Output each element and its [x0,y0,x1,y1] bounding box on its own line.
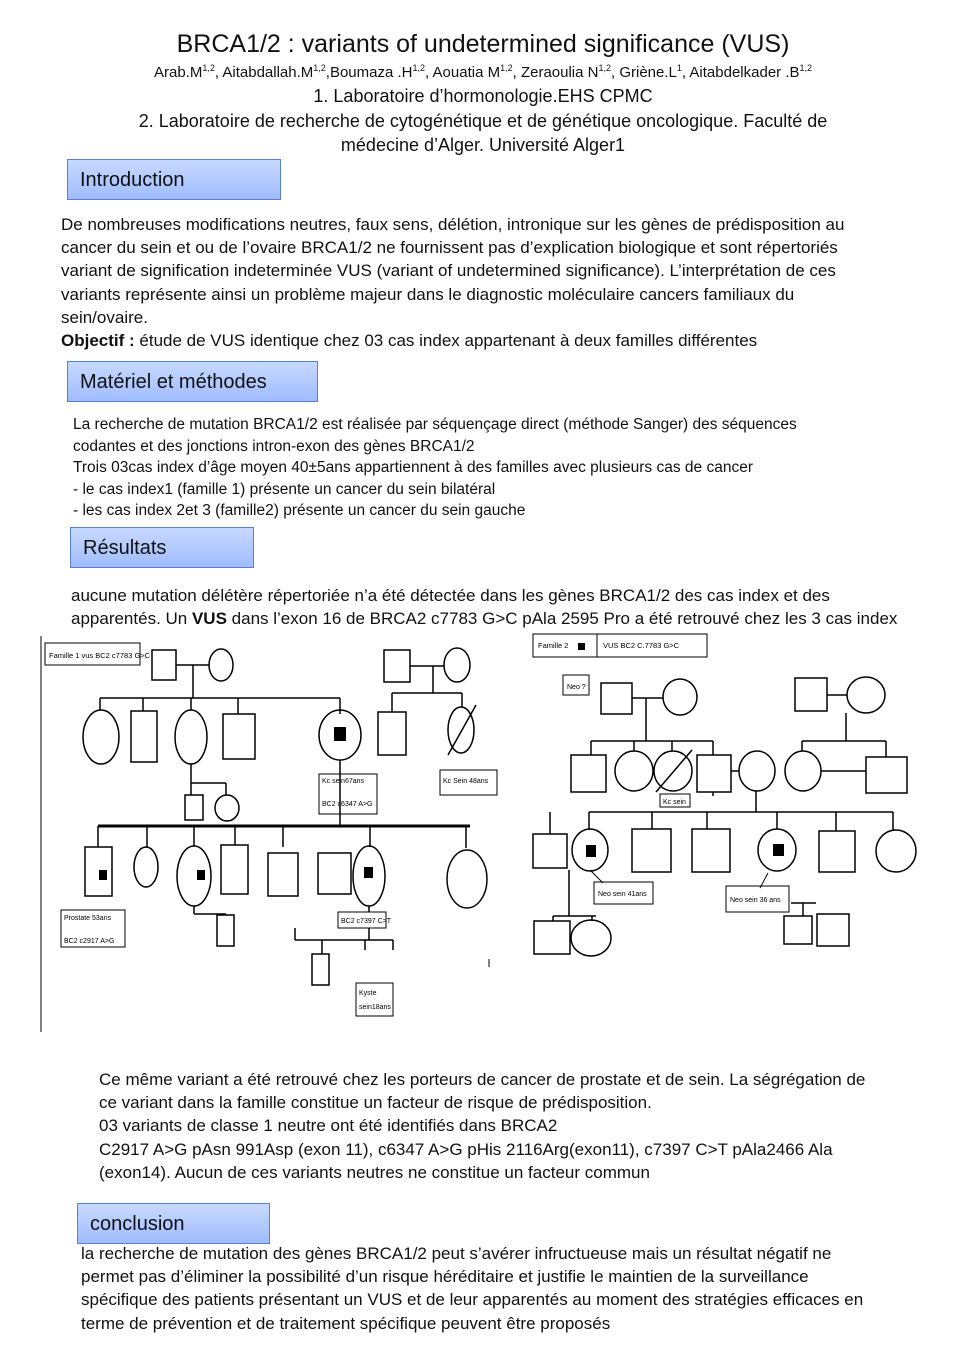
female-symbol [785,751,821,791]
author: Zeraoulia N [520,64,599,81]
female-deceased-symbol [448,707,474,753]
female-symbol [876,830,916,872]
female-symbol [215,795,239,821]
male-symbol [223,714,255,759]
male-symbol [784,916,812,944]
pedigree-svg [40,632,930,1032]
author-list: $Arab.M^{1,2}$, $Aitabdallah.M^{1,2},Boumaza$ $.H^{1,2}$, Aouatia M$^{1,2}$, Zeraoulia N$^{1,2}$, $Griène.L^1$, Aitabdelkader $.B^{1,2}$ [153,63,813,81]
female-symbol [847,677,885,713]
affiliation-2-line-1: 2. Laboratoire de recherche de cytogénétique et de génétique oncologique. Faculté de [138,111,828,131]
svg-text:Kyste: Kyste [359,990,377,997]
male-symbol [378,712,406,755]
female-symbol [663,679,697,715]
svg-text:BC2 c6347 A>G: BC2 c6347 A>G [322,801,373,808]
author: Aouatia M [432,64,501,81]
male-symbol [795,678,827,711]
author: Aitabdallah.M [222,64,314,81]
male-symbol [817,914,849,946]
male-symbol [318,853,351,894]
author: Boumaza .H [329,64,413,81]
conclusion-text: la recherche de mutation des gènes BRCA1/2 peut s’avérer infructueuse mais un résultat négatif ne permet pas d’éliminer la possibilité d’un risque héréditaire et justifie le maintien de la surveillance spécifique des patients présentant un VUS et de leur apparentés au moment des stratégies efficaces en terme de prévention et de traitement spécifique peuvent être proposés [81,1244,864,1333]
svg-text:Kc Sein 48ans: Kc Sein 48ans [443,778,489,785]
section-header-conclusion: conclusion [77,1203,270,1244]
male-symbol [185,795,203,820]
male-symbol [697,755,731,792]
author: Griène.L [619,64,677,81]
methods-text: La recherche de mutation BRCA1/2 est réalisée par séquençage direct (méthode Sanger) des séquences codantes et des jonctions intron-exon des gènes BRCA1/2 Trois 03cas index d’âge moyen 40±5ans appartiennent à des familles avec plusieurs cas de cancer - le cas index1 (famille 1) présente un cancer du sein bilatéral - les cas index 2et 3 (famille2) présente un cancer du sein gauche [73,416,797,519]
poster-title: BRCA1/2 : variants of undetermined significance (VUS) [176,30,790,58]
male-symbol [131,711,157,762]
svg-text:sein18ans: sein18ans [359,1004,391,1011]
author: Aitabdelkader .B [689,64,800,81]
male-symbol [533,834,567,868]
objective-line: Objectif : étude de VUS identique chez 03 cas index appartenant à deux familles différentes [61,331,758,351]
svg-text:Neo sein 36 ans: Neo sein 36 ans [730,897,781,904]
female-symbol [615,751,653,791]
male-symbol [221,845,248,894]
female-symbol [444,648,470,682]
section-header-results: Résultats [70,527,254,568]
male-symbol [152,650,176,680]
svg-text:VUS BC2 C.7783 G>C: VUS BC2 C.7783 G>C [603,641,680,650]
male-symbol [692,829,730,872]
svg-text:Neo sein 41ans: Neo sein 41ans [598,891,647,898]
male-symbol [217,915,234,946]
family-2-title: Famille 2 [538,641,569,650]
section-header-methods: Matériel et méthodes [67,361,318,402]
male-symbol [632,829,671,872]
male-symbol [866,757,907,793]
male-symbol [534,921,570,954]
pedigree-figure [40,632,930,1032]
male-affected-symbol [85,847,112,896]
female-symbol [134,847,158,887]
svg-text:Neo ?: Neo ? [567,684,586,691]
affiliation-1: 1. Laboratoire d’hormonologie.EHS CPMC [313,86,653,106]
results-discussion-text: Ce même variant a été retrouvé chez les porteurs de cancer de prostate et de sein. La ségrégation de ce variant dans la famille constitue un facteur de risque de prédisposition. 03 variants de classe 1 neutre ont été identifiés dans BRCA2 C2917 A>G pAsn 991Asp (exon 11), c6347 A>G pHis 2116Arg(exon11), c7397 C>T pAla2466 Ala (exon14). Aucun de ces variants neutres ne constitue un facteur commun [99,1070,866,1182]
svg-text:Kc sein: Kc sein [663,799,686,806]
pedigree-family-2 [533,634,916,956]
svg-text:BC2 c7397 C>T: BC2 c7397 C>T [341,918,391,925]
svg-text:Kc sein67ans: Kc sein67ans [322,778,365,785]
male-symbol [384,650,410,682]
female-symbol [83,710,119,764]
male-symbol [312,954,329,985]
female-symbol [447,850,487,908]
pedigree-family-1 [45,643,497,1016]
male-symbol [601,683,632,714]
results-text: aucune mutation délétère répertoriée n’a été détectée dans les gènes BRCA1/2 des cas index et des apparentés. Un VUS dans l’exon 16 de BRCA2 c7783 G>C pAla 2595 Pro a été retrouvé chez les 3 cas index [71,586,898,629]
svg-text:Prostate 53ans: Prostate 53ans [64,915,112,922]
author: Arab.M [153,64,203,81]
male-symbol [268,853,298,896]
svg-text:BC2 c2917 A>G: BC2 c2917 A>G [64,938,115,945]
male-symbol [819,831,855,872]
section-header-introduction: Introduction [67,159,281,200]
male-symbol [571,755,606,792]
female-symbol [571,920,611,956]
affiliation-2-line-2: médecine d’Alger. Université Alger1 [340,135,626,155]
female-symbol [209,649,233,681]
family-1-title: Famille 1 vus BC2 c7783 G>C [49,651,151,660]
female-symbol [175,710,207,764]
female-symbol [739,751,775,791]
female-affected-symbol [177,846,211,906]
introduction-text: De nombreuses modifications neutres, faux sens, délétion, intronique sur les gènes de prédisposition au cancer du sein et ou de l’ovaire BRCA1/2 ne fournissent pas d’explication biologique et sont répertoriés variant de signification indeterminée VUS (variant of undetermined significance). L’interprétation de ces variants représente ainsi un problème majeur dans le diagnostic moléculaire cancers familiaux du sein/ovaire. Objectif : étude de VUS identique chez 03 cas index appartenant à deux familles différentes [61,213,941,352]
